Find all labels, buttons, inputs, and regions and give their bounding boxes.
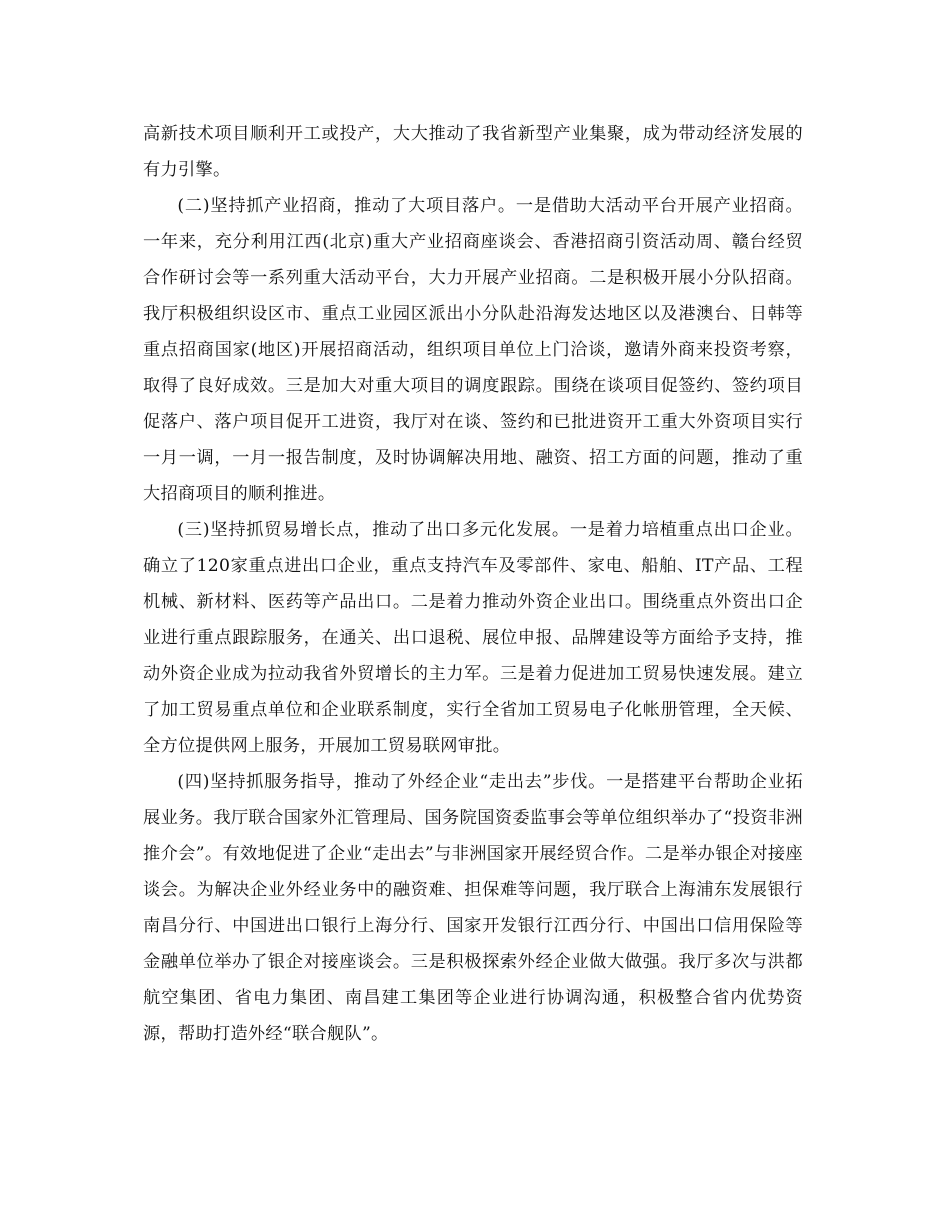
document-body — [143, 116, 803, 1052]
paragraph-trade-growth: (三)坚持抓贸易增长点，推动了出口多元化发展。一是着力培植重点出口企业。确立了120家重点进出口企业，重点支持汽车及零部件、家电、船舶、IT产品、工程机械、新材料、医药等产品出口。二是着力推动外资企业出口。围绕重点外资出口企业进行重点跟踪服务，在通关、出口退税、展位申报、品牌建设等方面给予支持，推动外资企业成为拉动我省外贸增长的主力军。三是着力促进加工贸易快速发展。建立了加工贸易重点单位和企业联系制度，实行全省加工贸易电子化帐册管理，全天候、全方位提供网上服务，开展加工贸易联网审批。 — [143, 520, 803, 756]
paragraph-continuation: 高新技术项目顺利开工或投产，大大推动了我省新型产业集聚，成为带动经济发展的有力引擎。 — [143, 124, 803, 180]
paragraph-industry-investment: (二)坚持抓产业招商，推动了大项目落户。一是借助大活动平台开展产业招商。一年来，充分利用江西(北京)重大产业招商座谈会、香港招商引资活动周、赣台经贸合作研讨会等一系列重大活动平台，大力开展产业招商。二是积极开展小分队招商。我厅积极组织设区市、重点工业园区派出小分队赴沿海发达地区以及港澳台、日韩等重点招商国家(地区)开展招商活动，组织项目单位上门洽谈，邀请外商来投资考察，取得了良好成效。三是加大对重大项目的调度跟踪。围绕在谈项目促签约、签约项目促落户、落户项目促开工进资，我厅对在谈、签约和已批进资开工重大外资项目实行一月一调，一月一报告制度，及时协调解决用地、融资、招工方面的问题，推动了重大招商项目的顺利推进。 — [143, 196, 803, 504]
paragraph-service-guidance: (四)坚持抓服务指导，推动了外经企业“走出去”步伐。一是搭建平台帮助企业拓展业务。我厅联合国家外汇管理局、国务院国资委监事会等单位组织举办了“投资非洲推介会”。有效地促进了企业“走出去”与非洲国家开展经贸合作。二是举办银企对接座谈会。为解决企业外经业务中的融资难、担保难等问题，我厅联合上海浦东发展银行南昌分行、中国进出口银行上海分行、国家开发银行江西分行、中国出口信用保险等金融单位举办了银企对接座谈会。三是积极探索外经企业做大做强。我厅多次与洪都航空集团、省电力集团、南昌建工集团等企业进行协调沟通，积极整合省内优势资源，帮助打造外经“联合舰队”。 — [143, 772, 803, 1044]
